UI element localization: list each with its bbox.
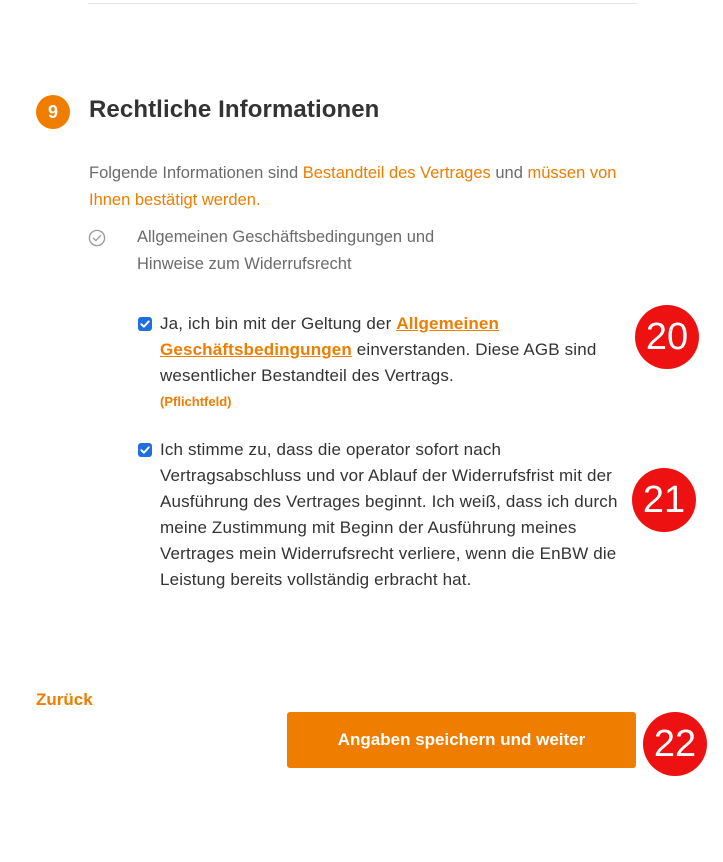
agb-consent-checkbox[interactable]: [138, 317, 152, 331]
top-divider: [88, 3, 637, 4]
intro-part-1: Folgende Informationen sind: [89, 164, 303, 182]
intro-highlight-confirm: müssen von Ihnen bestätigt werden: [89, 164, 617, 209]
agb-consent-text: [160, 311, 635, 389]
agb-link[interactable]: Allgemeinen Geschäftsbedingungen: [160, 314, 500, 359]
save-and-continue-button[interactable]: Angaben speichern und weiter: [287, 712, 636, 768]
agb-summary: [137, 224, 537, 278]
back-link[interactable]: Zurück: [36, 690, 93, 709]
agb-summary-line-2: Hinweise zum Widerrufsrecht: [137, 255, 352, 273]
section-title: Rechtliche Informationen: [89, 96, 380, 123]
intro-part-2: und: [490, 164, 528, 182]
execution-consent-text: Ich stimme zu, dass die operator sofort nach Vertragsabschluss und vor Ablauf der Widerrufsfrist mit der Ausführung des Vertrages beginnt. Ich weiß, dass ich durch meine Zustimmung mit Beginn der Ausführung meines Vertrages mein Widerrufsrecht verliere, wenn die EnBW die Leistung bereits vollständig erbracht hat.: [160, 440, 618, 589]
checkmark-icon: [139, 444, 151, 456]
execution-consent-checkbox[interactable]: [138, 443, 152, 457]
intro-text: [89, 160, 629, 214]
checkmark-icon: [139, 318, 151, 330]
required-field-label: (Pflichtfeld): [160, 394, 232, 409]
agb-consent-text-before: Ja, ich bin mit der Geltung der: [160, 314, 397, 333]
step-number-badge: 9: [36, 95, 70, 129]
agb-consent-text-after: einverstanden. Diese AGB sind wesentlicher Bestandteil des Vertrags.: [160, 340, 597, 385]
intro-part-3: .: [255, 191, 261, 209]
intro-highlight-contract: Bestandteil des Vertrages: [302, 164, 491, 182]
annotation-marker-21: 21: [632, 468, 696, 532]
annotation-marker-22: 22: [643, 712, 707, 776]
agb-summary-line-1: Allgemeinen Geschäftsbedingungen und: [137, 228, 435, 246]
annotation-marker-20: 20: [635, 305, 699, 369]
check-circle-icon: [88, 229, 106, 247]
